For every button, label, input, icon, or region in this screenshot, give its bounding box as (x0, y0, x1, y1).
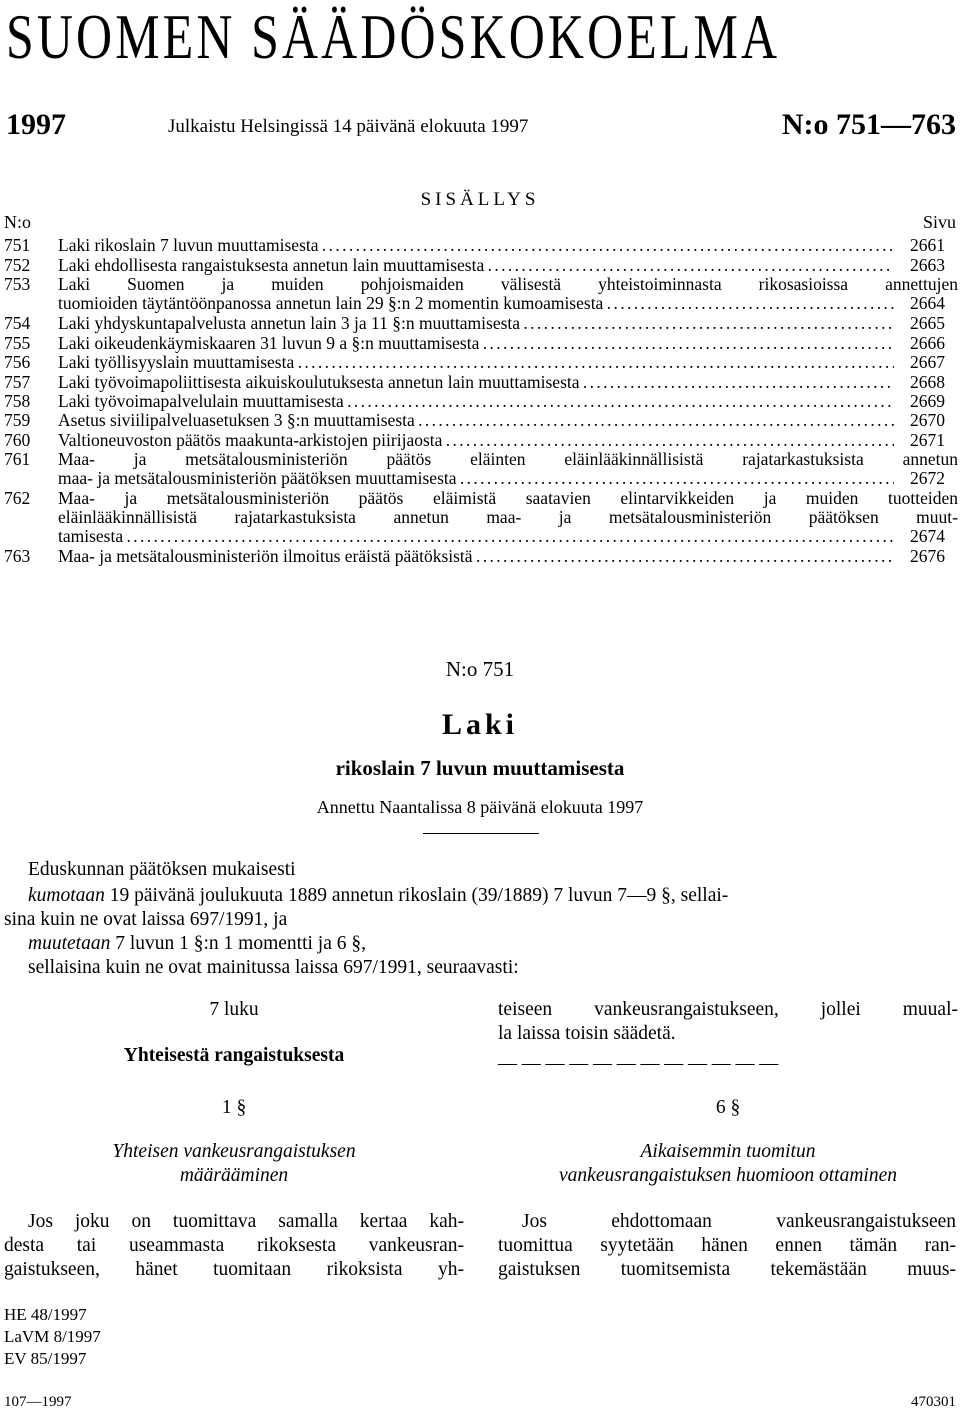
toc-entry-title: Laki työllisyyslain muuttamisesta . . . (58, 352, 894, 372)
toc-entry-number: 752 (4, 255, 31, 275)
toc-entry-page: 2669 (910, 391, 945, 411)
toc-entry-title: Asetus siviilipalveluasetuksen 3 §:n muuttamisesta . . . (58, 410, 894, 430)
toc-entry-title: Laki rikoslain 7 luvun muuttamisesta . . . (58, 235, 894, 255)
act-title: rikoslain 7 luvun muuttamisesta (335, 756, 625, 780)
preamble-keyword-kumotaan: kumotaan (28, 885, 105, 906)
toc-entry-number: 760 (4, 430, 31, 450)
toc-entry-page: 2666 (910, 333, 945, 353)
toc-entry-page: 2672 (910, 468, 945, 488)
toc-entry-title: Laki ehdollisesta rangaistuksesta annetun lain muuttamisesta . . . (58, 255, 894, 275)
toc-entry-page: 2663 (910, 255, 945, 275)
publication-date: Julkaistu Helsingissä 14 päivänä elokuuta 1997 (168, 116, 529, 137)
section-1-title: Yhteisen vankeusrangaistuksen (112, 1141, 356, 1162)
section-1-text: gaistukseen, hänet tuomitaan rikoksista yh- (4, 1259, 464, 1280)
section-1-text-continuation: teiseen vankeusrangaistukseen, jollei muual- (498, 999, 958, 1020)
toc-entry-title: Maa- ja metsätalousministeriön ilmoitus eräistä päätöksistä . . . (58, 546, 894, 566)
omission-dashes: — — — — — — — — — — — — (498, 1053, 779, 1074)
issue-year: 1997 (6, 108, 66, 141)
toc-entry-page: 2674 (910, 526, 945, 546)
toc-entry-title: Maa- ja metsätalousministeriön päätös eläinten eläinlääkinnällisistä rajatarkastuksista annetun (58, 449, 958, 469)
toc-entry-title: Laki Suomen ja muiden pohjoismaiden välisestä yhteistoiminnasta rikosasioissa annettujen (58, 274, 958, 294)
toc-entry-title: tamisesta . . . (58, 526, 894, 546)
toc-entry-number: 762 (4, 488, 31, 508)
toc-entry-number: 761 (4, 449, 31, 469)
toc-entry-number: 753 (4, 274, 31, 294)
section-6-text: tuomittua syytetään hänen ennen tämän ran- (498, 1235, 956, 1256)
toc-entry-number: 758 (4, 391, 31, 411)
toc-entry-page: 2665 (910, 313, 945, 333)
chapter-title: Yhteisestä rangaistuksesta (123, 1045, 345, 1066)
preamble-keyword-muutetaan: muutetaan (28, 933, 111, 954)
section-6-heading: 6 § (715, 1097, 741, 1118)
toc-entry-title: Maa- ja metsätalousministeriön päätös eläimistä saatavien elintarvikkeiden ja muiden tuotteiden (58, 488, 958, 508)
section-1-text: Jos joku on tuomittava samalla kertaa kah- (28, 1211, 464, 1232)
legislative-references (4, 1304, 101, 1370)
reference-lavm: LaVM 8/1997 (4, 1327, 101, 1346)
toc-entry-number: 755 (4, 333, 31, 353)
preamble-line (28, 884, 728, 908)
section-6-title: Aikaisemmin tuomitun (640, 1141, 816, 1162)
section-6-title: vankeusrangaistuksen huomioon ottaminen (559, 1165, 897, 1186)
chapter-heading: 7 luku (209, 999, 259, 1020)
toc-entry-title: maa- ja metsätalousministeriön päätöksen muuttamisesta . . . (58, 468, 894, 488)
toc-column-number-label: N:o (4, 212, 31, 232)
section-1-heading: 1 § (221, 1097, 247, 1118)
issue-number-range: N:o 751—763 (781, 108, 956, 141)
reference-ev: EV 85/1997 (4, 1349, 87, 1368)
toc-entry-page: 2667 (910, 352, 945, 372)
preamble-line: sellaisina kuin ne ovat mainitussa laissa 697/1991, seuraavasti: (28, 957, 519, 978)
toc-entry-page: 2661 (910, 235, 945, 255)
toc-heading: SISÄLLYS (420, 189, 540, 210)
toc-entry-page: 2670 (910, 410, 945, 430)
toc-entry-number: 754 (4, 313, 31, 333)
reference-he: HE 48/1997 (4, 1305, 87, 1324)
toc-entry-page: 2671 (910, 430, 945, 450)
preamble-text: 7 luvun 1 §:n 1 momentti ja 6 §, (110, 933, 366, 954)
toc-entry-page: 2676 (910, 546, 945, 566)
toc-entry-number: 751 (4, 235, 31, 255)
toc-entry-number: 759 (4, 410, 31, 430)
toc-entry-title: eläinlääkinnällisistä rajatarkastuksista annetun maa- ja metsätalousministeriön päätöksen muut- (58, 507, 958, 527)
toc-column-page-label: Sivu (922, 212, 956, 232)
toc-entry-number: 756 (4, 352, 31, 372)
preamble-line: sina kuin ne ovat laissa 697/1991, ja (4, 909, 288, 930)
act-type: Laki (441, 708, 519, 741)
toc-entry-title: Laki oikeudenkäymiskaaren 31 luvun 9 a §:n muuttamisesta . . . (58, 333, 894, 353)
section-1-title: määrääminen (179, 1165, 289, 1186)
masthead-title: SUOMEN SÄÄDÖSKOKOELMA (6, 1, 781, 72)
act-given-date: Annettu Naantalissa 8 päivänä elokuuta 1997 (316, 797, 644, 817)
toc-entry-title: Valtioneuvoston päätös maakunta-arkistojen piirijaosta . . . (58, 430, 894, 450)
toc-entry-title: tuomioiden täytäntöönpanossa annetun lain 29 §:n 2 momentin kumoamisesta . . . (58, 293, 894, 313)
title-divider (423, 833, 539, 834)
section-1-text-continuation: la laissa toisin säädetä. (498, 1023, 676, 1044)
section-6-text: Jos ehdottomaan vankeusrangaistukseen (522, 1211, 956, 1232)
section-1-text: desta tai useammasta rikoksesta vankeusran- (4, 1235, 464, 1256)
preamble-line (28, 932, 366, 956)
footer-issue-code: 107—1997 (4, 1394, 72, 1410)
toc-entry-page: 2668 (910, 372, 945, 392)
footer-print-code: 470301 (911, 1394, 956, 1410)
act-number: N:o 751 (445, 657, 515, 681)
section-6-text: gaistuksen tuomitsemista tekemästään muus- (498, 1259, 956, 1280)
preamble-line: Eduskunnan päätöksen mukaisesti (28, 859, 296, 880)
toc-entry-page: 2664 (910, 293, 945, 313)
toc-entry-title: Laki työvoimapalvelulain muuttamisesta . . . (58, 391, 894, 411)
toc-entry-number: 763 (4, 546, 31, 566)
preamble-text: 19 päivänä joulukuuta 1889 annetun rikoslain (39/1889) 7 luvun 7—9 §, sellai- (104, 885, 729, 906)
toc-entry-number: 757 (4, 372, 31, 392)
toc-entry-title: Laki työvoimapoliittisesta aikuiskoulutuksesta annetun lain muuttamisesta . . . (58, 372, 894, 392)
toc-entry-title: Laki yhdyskuntapalvelusta annetun lain 3 ja 11 §:n muuttamisesta . . . (58, 313, 894, 333)
